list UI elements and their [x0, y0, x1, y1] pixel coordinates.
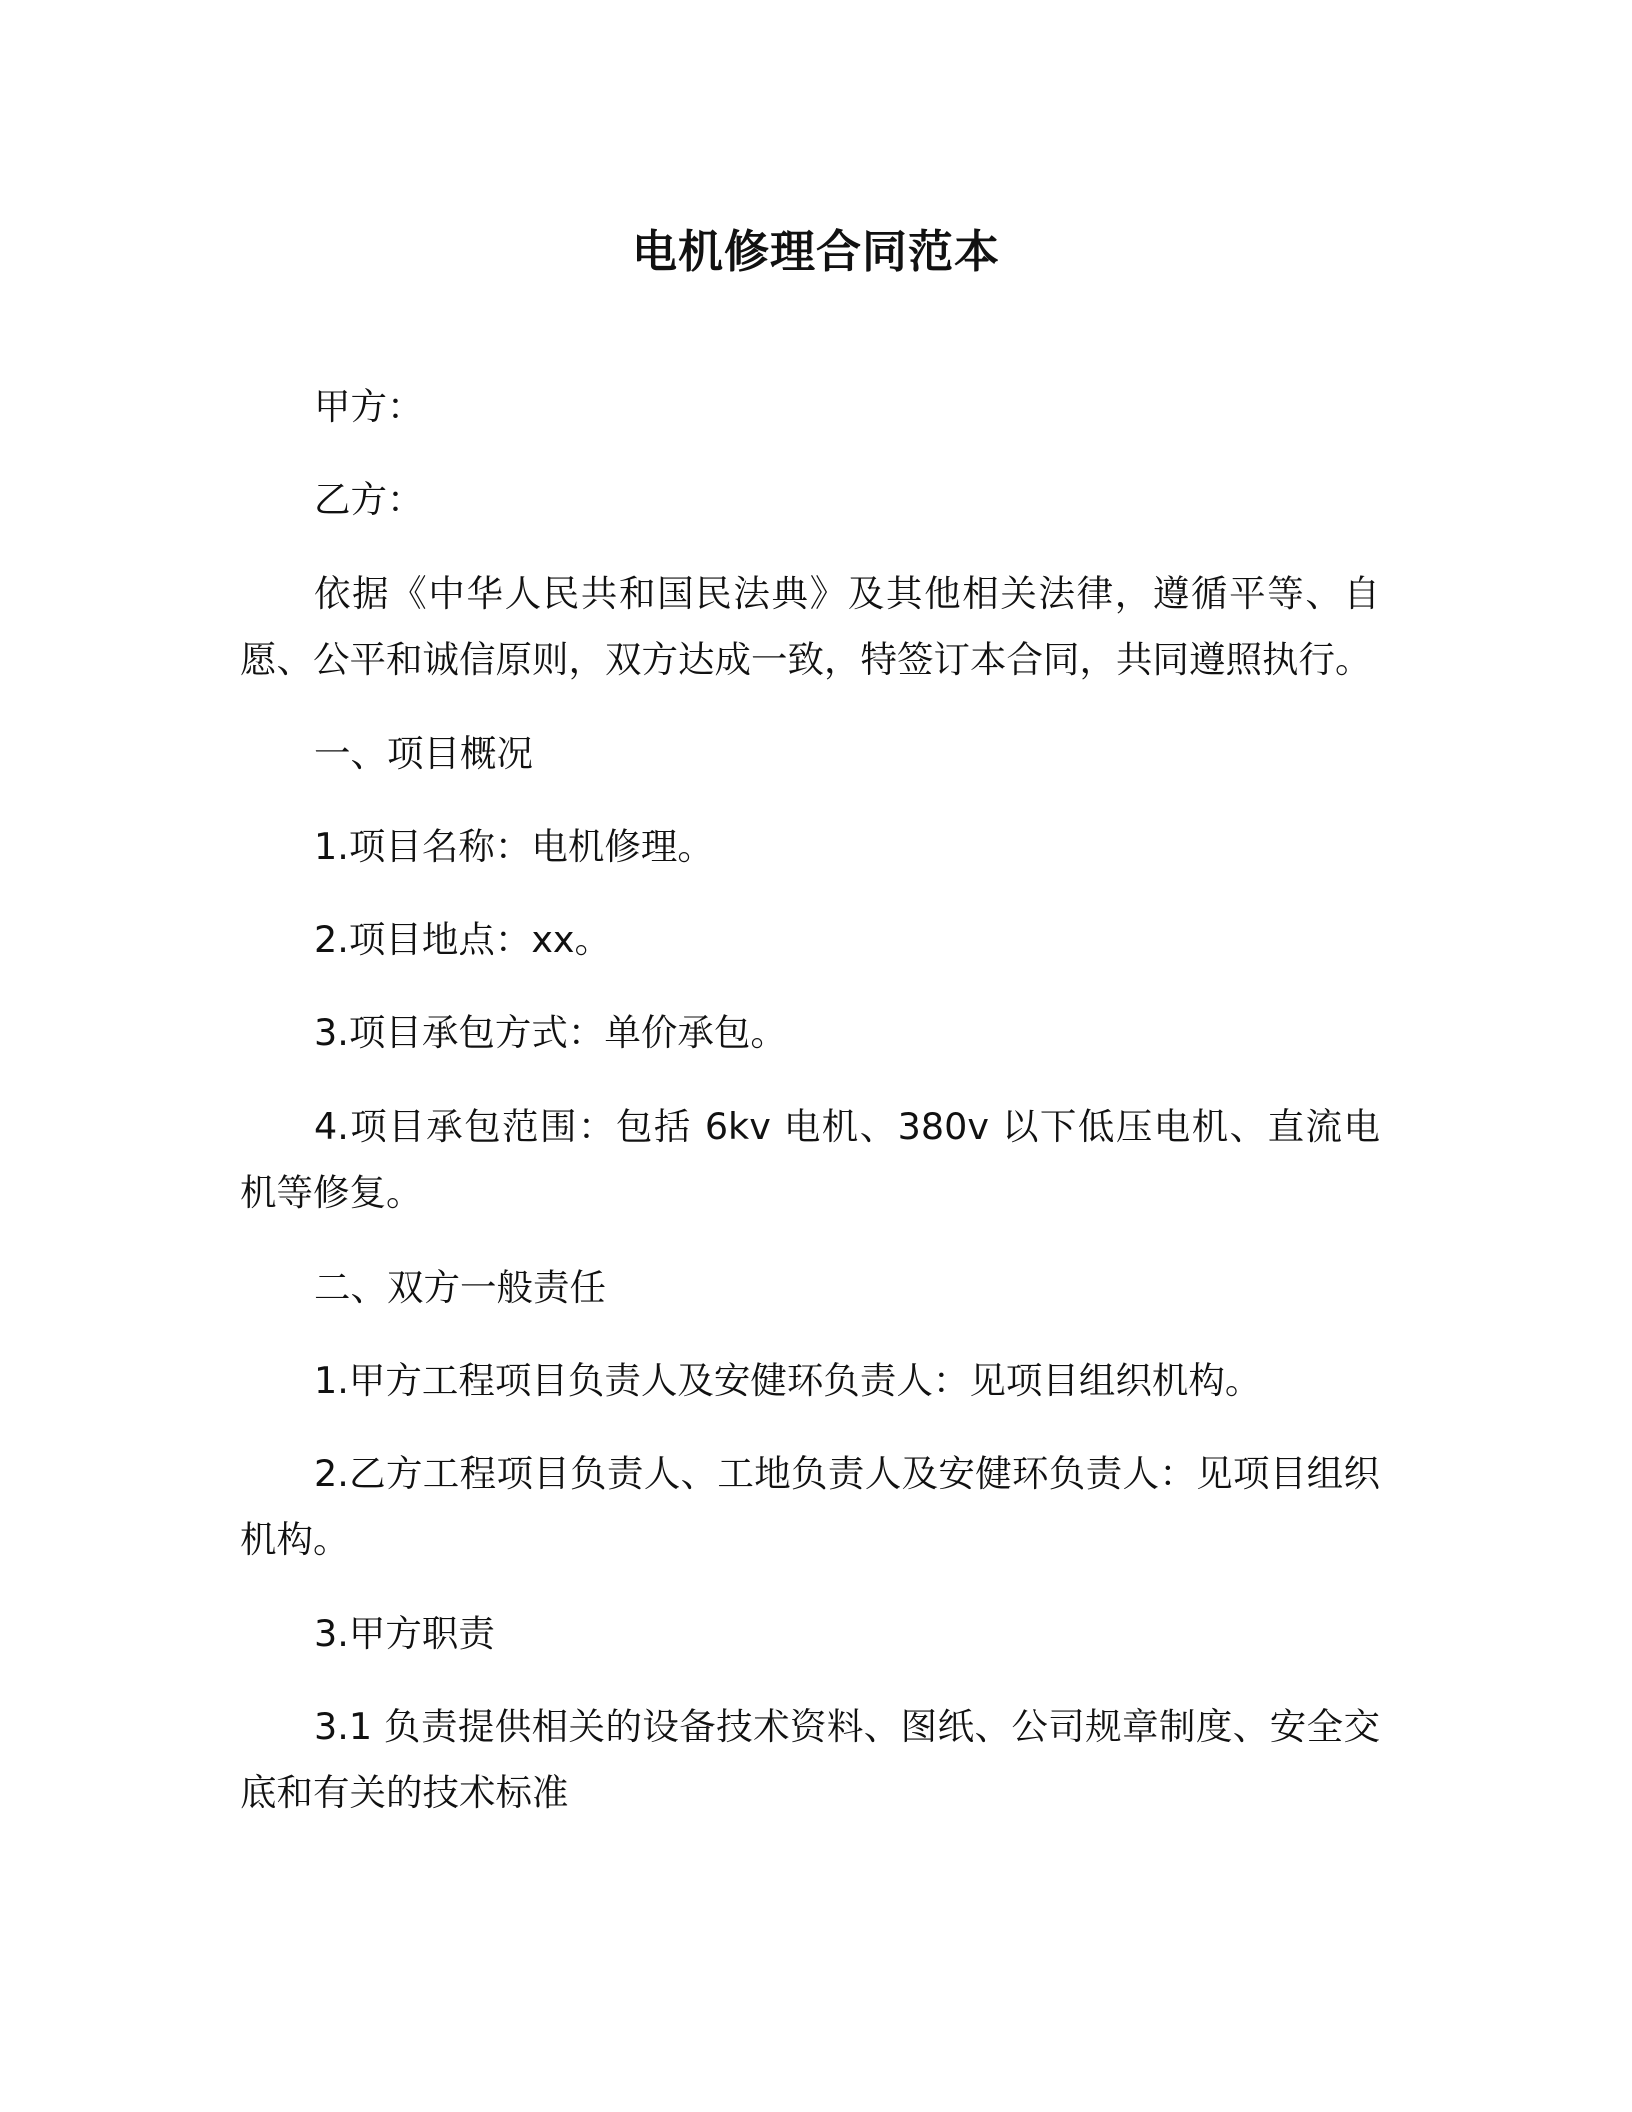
- clause-contract-method: 3.项目承包方式：单价承包。: [314, 1011, 787, 1054]
- clause-contract-scope: 4.项目承包范围：包括 6kv 电机、380v 以下低压电机、直流电机等修复。: [240, 1105, 1380, 1214]
- clause-party-a-leaders: 1.甲方工程项目负责人及安健环负责人：见项目组织机构。: [314, 1359, 1262, 1402]
- subsection-party-a-duties: 3.甲方职责: [314, 1612, 495, 1655]
- clause-party-b-leaders: 2.乙方工程项目负责人、工地负责人及安健环负责人：见项目组织机构。: [240, 1452, 1380, 1561]
- clause-party-a-duty-3-1: 3.1 负责提供相关的设备技术资料、图纸、公司规章制度、安全交底和有关的技术标准: [240, 1705, 1380, 1814]
- document-title: 电机修理合同范本: [631, 225, 1000, 278]
- section-heading-project-overview: 一、项目概况: [314, 732, 533, 775]
- clause-project-name: 1.项目名称：电机修理。: [314, 825, 714, 868]
- preamble-paragraph: 依据《中华人民共和国民法典》及其他相关法律，遵循平等、自愿、公平和诚信原则，双方达成一致，特签订本合同，共同遵照执行。: [240, 572, 1380, 681]
- clause-project-location: 2.项目地点：xx。: [314, 918, 612, 961]
- party-a-line: 甲方：: [314, 385, 424, 428]
- section-heading-general-responsibilities: 二、双方一般责任: [314, 1266, 606, 1309]
- party-b-line: 乙方：: [314, 478, 424, 521]
